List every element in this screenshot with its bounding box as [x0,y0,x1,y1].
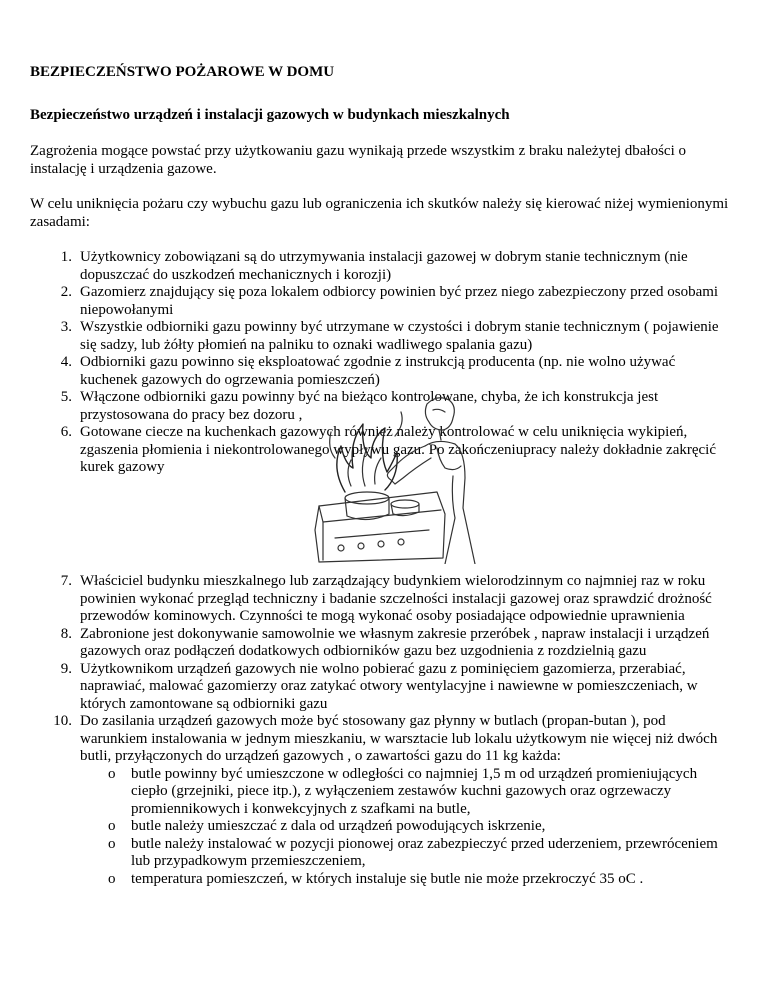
rules-list-part-2 [30,573,735,888]
sub-list-item [80,766,735,819]
sub-list [80,766,735,889]
item-number: 6. [60,424,72,440]
item-text: Użytkownicy zobowiązani są do utrzymywania instalacji gazowej w dobrym stanie technicznym (nie dopuszczać do uszkodzeń mechanicznych i korozji) [80,249,688,283]
list-item [30,249,735,284]
list-item [30,354,735,389]
item-text: Odbiorniki gazu powinno się eksploatować zgodnie z instrukcją producenta (np. nie wolno używać kuchenek gazowych do ogrzewania pomieszczeń) [80,354,676,388]
intro-paragraph: W celu uniknięcia pożaru czy wybuchu gazu lub ograniczenia ich skutków należy się kierować niżej wymienionymi zasadami: [30,196,729,230]
list-item [30,661,735,714]
list-item [30,713,735,888]
flame-icon [337,424,397,492]
list-item [30,284,735,319]
item-number: 5. [60,389,72,405]
item-text: Włączone odbiorniki gazu powinny być na bieżąco kontrolowane, chyba, że ich konstrukcja jest przystosowana do pracy bez dozoru , [80,389,659,423]
item-text: Do zasilania urządzeń gazowych może być stosowany gaz płynny w butlach (propan-butan ), pod warunkiem instalowania w jednym mieszkaniu, w warsztacie lub lokalu użytkowym nie więcej niż dwóch butli, przyłączonych do urządzeń gazowych , o zawartości gazu do 11 kg każda: [80,713,718,764]
person-icon [425,398,454,430]
sub-item-text: butle należy umieszczać z dala od urządzeń powodujących iskrzenie, [131,818,546,834]
item-number: 1. [60,249,72,265]
list-item [30,319,735,354]
page-title: BEZPIECZEŃSTWO POŻAROWE W DOMU [30,64,335,80]
item-text: Zabronione jest dokonywanie samowolnie we własnym zakresie przeróbek , napraw instalacji i urządzeń gazowych oraz podłączeń dodatkowych odbiorników gazu bez uzgodnienia z rozdzielnią gazu [80,625,710,659]
kitchen-fire-illustration [305,388,481,564]
intro-paragraph: Zagrożenia mogące powstać przy użytkowaniu gazu wynikają przede wszystkim z braku należytej dbałości o instalację i urządzenia gazowe. [30,143,687,177]
list-item [30,626,735,661]
item-number: 4. [60,354,72,370]
list-item [30,573,735,626]
bullet-icon: o [108,835,116,852]
item-number: 7. [60,573,72,589]
sub-list-item [80,836,735,871]
item-text: Gazomierz znajdujący się poza lokalem odbiorcy powinien być przez niego zabezpieczony przed osobami niepowołanymi [80,284,719,318]
item-number: 8. [60,625,72,642]
bullet-icon: o [108,870,116,887]
sub-list-item [80,818,735,836]
item-number: 3. [60,319,72,335]
sub-item-text: temperatura pomieszczeń, w których instaluje się butle nie może przekroczyć 35 oC . [131,870,644,887]
sub-item-text: butle powinny być umieszczone w odległości co najmniej 1,5 m od urządzeń promieniujących ciepło (grzejniki, piece itp.), z wyłączeniem zestawów kuchni gazowych oraz ogrzewaczy promiennikowych i konwekcyjnych z szafkami na butle, [131,765,698,817]
bullet-icon: o [108,765,116,782]
item-text: Właściciel budynku mieszkalnego lub zarządzający budynkiem wielorodzinnym co najmniej raz w roku powinien wykonać przegląd techniczny i badanie szczelności instalacji gazowej oraz sprawdzić drożność przewodów kominowych. Czynności te mogą wykonać osoby posiadające odpowiednie uprawnienia [80,573,712,624]
item-number: 2. [60,284,72,300]
section-subtitle: Bezpieczeństwo urządzeń i instalacji gazowych w budynkach mieszkalnych [30,107,510,123]
item-number: 10. [53,713,72,729]
item-text: Użytkownikom urządzeń gazowych nie wolno pobierać gazu z pominięciem gazomierza, przerabiać, naprawiać, malować gazomierzy oraz zatykać otwory wentylacyjne i nawiewne w pomieszczeniach, w których zamontowane są odbiorniki gazu [80,660,698,712]
item-text: Wszystkie odbiorniki gazu powinny być utrzymane w czystości i dobrym stanie technicznym ( pojawienie się sadzy, lub żółty płomień na palniku to oznaki wadliwego spalania gazu) [80,319,719,353]
sub-list-item [80,871,735,889]
item-number: 9. [60,660,72,677]
bullet-icon: o [108,818,116,834]
item-text: Gotowane ciecze na kuchenkach gazowych również należy kontrolować w celu uniknięcia wykipień, zgaszenia płomienia i niekontrolowanego wypływu gazu. Po zakończeniupracy należy dokładnie zakręcić kurek gazowy [80,424,716,475]
sub-item-text: butle należy instalować w pozycji pionowej oraz zabezpieczyć przed uderzeniem, przewróceniem lub przypadkowym przemieszczeniem, [131,835,718,869]
